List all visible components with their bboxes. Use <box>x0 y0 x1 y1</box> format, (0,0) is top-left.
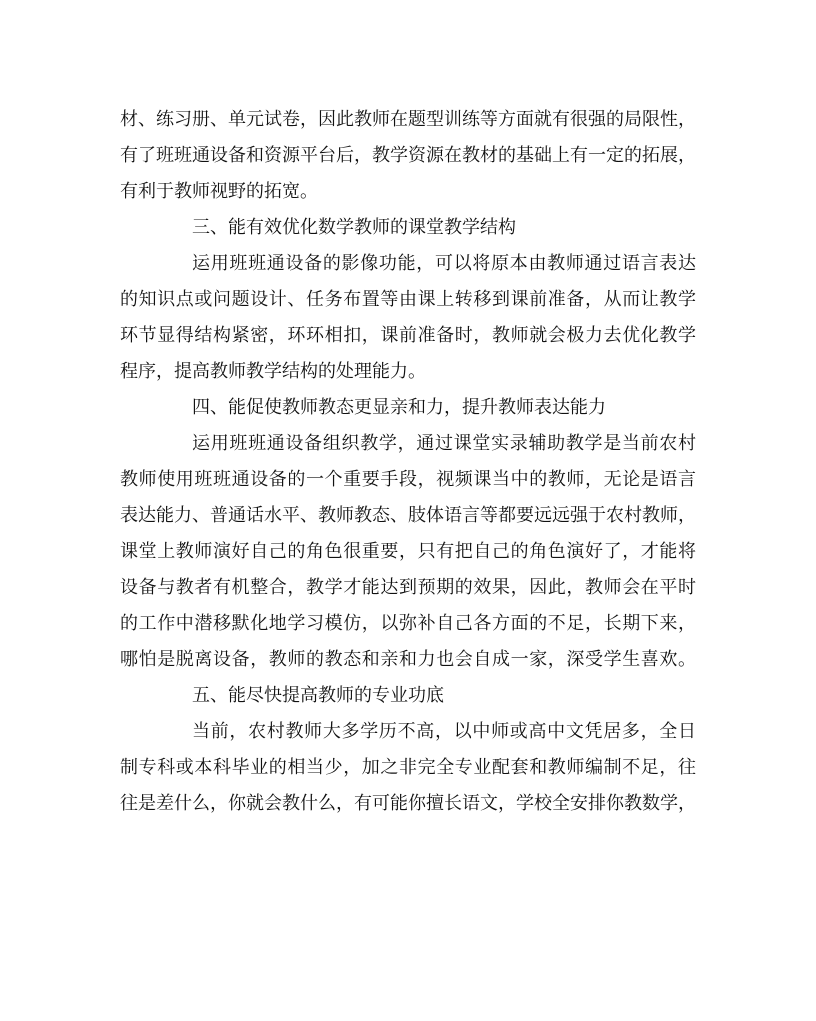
text-line: 往是差什么，你就会教什么，有可能你擅长语文，学校全安排你教数学， <box>120 793 696 814</box>
text-line: 有利于教师视野的拓宽。 <box>120 181 318 202</box>
text-line: 表达能力、普通话水平、教师教态、肢体语言等都要远远强于农村教师， <box>120 505 696 526</box>
text-line: 运用班班通设备组织教学，通过课堂实录辅助教学是当前农村 <box>192 433 696 454</box>
text-line: 哪怕是脱离设备，教师的教态和亲和力也会自成一家，深受学生喜欢。 <box>120 649 696 670</box>
section-heading: 四、能促使教师教态更显亲和力，提升教师表达能力 <box>192 397 606 418</box>
text-line: 制专科或本科毕业的相当少，加之非完全专业配套和教师编制不足，往 <box>120 757 696 778</box>
text-line: 的工作中潜移默化地学习模仿，以弥补自己各方面的不足，长期下来， <box>120 613 696 634</box>
text-line: 当前，农村教师大多学历不高，以中师或高中文凭居多，全日 <box>192 721 696 742</box>
text-line: 运用班班通设备的影像功能，可以将原本由教师通过语言表达 <box>192 253 696 274</box>
text-line: 程序，提高教师教学结构的处理能力。 <box>120 361 426 382</box>
text-line: 环节显得结构紧密，环环相扣，课前准备时，教师就会极力去优化教学 <box>120 325 696 346</box>
section-heading: 三、能有效优化数学教师的课堂教学结构 <box>192 217 516 238</box>
text-line: 材、练习册、单元试卷，因此教师在题型训练等方面就有很强的局限性， <box>120 109 696 130</box>
text-line: 有了班班通设备和资源平台后，教学资源在教材的基础上有一定的拓展， <box>120 145 696 166</box>
text-line: 教师使用班班通设备的一个重要手段，视频课当中的教师，无论是语言 <box>120 469 696 490</box>
text-line: 设备与教者有机整合，教学才能达到预期的效果，因此，教师会在平时 <box>120 577 696 598</box>
section-heading: 五、能尽快提高教师的专业功底 <box>192 685 444 706</box>
text-line: 的知识点或问题设计、任务布置等由课上转移到课前准备，从而让教学 <box>120 289 696 310</box>
document-page <box>120 102 696 822</box>
text-line: 课堂上教师演好自己的角色很重要，只有把自己的角色演好了，才能将 <box>120 541 696 562</box>
